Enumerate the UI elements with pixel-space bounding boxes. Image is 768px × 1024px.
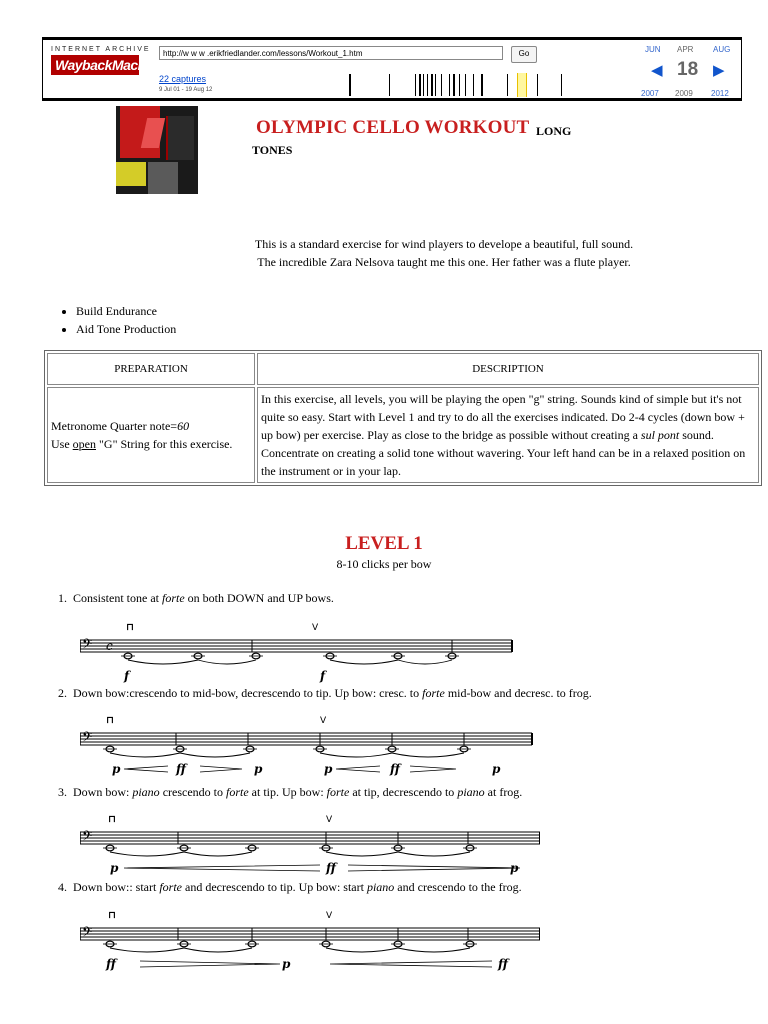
slur (320, 753, 392, 757)
slur (398, 852, 470, 856)
exercise-dynamic: piano (457, 785, 485, 799)
month-current: APR (677, 45, 694, 54)
slur (184, 948, 252, 952)
level-subtitle: 8-10 clicks per bow (336, 557, 432, 571)
dynamic-mark: p (282, 957, 291, 971)
slur (110, 948, 184, 952)
slur (184, 852, 252, 856)
dynamic-mark: f (124, 669, 130, 683)
year-current: 2009 (675, 89, 693, 98)
dynamic-mark: p (110, 861, 119, 875)
go-button[interactable]: Go (511, 46, 537, 63)
dynamic-mark: p (510, 861, 519, 875)
exercise-dynamic: forte (422, 686, 445, 700)
slur (398, 948, 470, 952)
capture-tick (427, 74, 428, 96)
month-next[interactable]: AUG (713, 45, 731, 54)
exercise-text: Down bow:crescendo to mid-bow, decrescendo to tip. Up bow: cresc. to (73, 686, 423, 700)
month-prev[interactable]: JUN (645, 45, 661, 54)
exercise-dynamic: forte (326, 785, 350, 799)
level-title: LEVEL 1 (345, 533, 423, 554)
bass-clef-icon: 𝄢 (82, 729, 93, 748)
list-item: • Build Endurance (76, 302, 176, 320)
wayback-toolbar (42, 37, 742, 101)
slur (398, 660, 452, 664)
header-description: DESCRIPTION (257, 353, 759, 385)
capture-tick (419, 74, 421, 96)
up-bow-icon: V (320, 716, 327, 726)
exercise-number: 2. (58, 686, 73, 700)
slur (110, 753, 180, 757)
intro-text: This is a standard exercise for wind players to develope a beautiful, full sound. The incredible Zara Nelsova taught me this one. Her father was a flute player. (254, 237, 634, 269)
capture-sparkline[interactable] (349, 74, 623, 96)
capture-tick (389, 74, 390, 96)
string-label-post: "G" String for this exercise. (96, 437, 233, 451)
staff-exercise-3 (80, 812, 540, 882)
dynamic-mark: ff (106, 957, 116, 971)
decrescendo-hairpin (140, 961, 280, 967)
exercise-2 (58, 686, 592, 701)
exercise-dynamic: piano (132, 785, 160, 799)
exercise-dynamic: forte (226, 785, 249, 799)
staff-exercise-4 (80, 908, 540, 978)
captures-link[interactable]: 22 captures (159, 74, 207, 84)
exercise-dynamic: piano (366, 880, 395, 894)
dynamic-mark: ff (390, 762, 400, 776)
staff-exercise-1 (80, 620, 540, 690)
up-bow-icon: V (326, 911, 333, 921)
capture-tick (449, 74, 450, 96)
year-next[interactable]: 2012 (711, 89, 729, 98)
slur (110, 852, 184, 856)
dynamic-mark: p (254, 762, 263, 776)
prev-capture-arrow-icon[interactable]: ◀ (651, 62, 663, 79)
exercise-4 (58, 880, 522, 895)
year-prev[interactable]: 2007 (641, 89, 659, 98)
capture-tick (481, 74, 483, 96)
capture-tick (473, 74, 474, 96)
bass-clef-icon: 𝄢 (82, 924, 93, 943)
metronome-label: Metronome Quarter note= (51, 419, 178, 433)
capture-tick (423, 74, 424, 96)
down-bow-icon: ⊓ (106, 715, 114, 726)
exercise-dynamic: forte (159, 880, 182, 894)
capture-tick (507, 74, 508, 96)
logo-internet-archive: INTERNET ARCHIVE (51, 46, 151, 53)
exercise-text: on both DOWN and UP bows. (184, 591, 334, 605)
capture-tick (465, 74, 466, 96)
dynamic-mark: p (492, 762, 501, 776)
exercise-number: 3. (58, 785, 73, 799)
capture-tick (453, 74, 455, 96)
page-title: OLYMPIC CELLO WORKOUT (256, 117, 530, 138)
exercise-text: Down bow:: start (73, 880, 160, 894)
dynamic-mark: p (112, 762, 121, 776)
dynamic-mark: f (320, 669, 326, 683)
capture-tick (537, 74, 538, 96)
exercise-text: mid-bow and decresc. to frog. (444, 686, 592, 700)
slur (128, 660, 198, 664)
slur (330, 660, 398, 664)
up-bow-icon: V (312, 623, 319, 633)
decrescendo-hairpin (200, 766, 242, 772)
crescendo-hairpin (330, 961, 492, 967)
down-bow-icon: ⊓ (108, 814, 116, 825)
capture-tick (435, 74, 436, 96)
crescendo-hairpin (124, 766, 168, 772)
dynamic-mark: p (324, 762, 333, 776)
dynamic-mark: ff (498, 957, 508, 971)
next-capture-arrow-icon[interactable]: ▶ (713, 62, 725, 79)
exercise-text: Down bow: (73, 785, 133, 799)
description-cell (257, 387, 759, 483)
preparation-cell (47, 387, 255, 483)
goal-list (58, 302, 176, 338)
header-image (116, 106, 198, 194)
bass-clef-icon: 𝄢 (82, 636, 93, 655)
exercise-text: at frog. (484, 785, 523, 799)
staff-exercise-2 (80, 713, 540, 783)
url-input[interactable]: http://w w w .erikfriedlander.com/lessons/Workout_1.htm (159, 46, 503, 60)
bass-clef-icon: 𝄢 (82, 828, 93, 847)
description-text-2: sound. Concentrate on creating a solid tone without wavering. Your left hand can be in a relaxed position on the instrument or in your lap. (261, 428, 746, 478)
decrescendo-hairpin (348, 865, 520, 871)
dynamic-mark: ff (176, 762, 186, 776)
preparation-table (44, 350, 762, 486)
exercise-text: and decrescendo to tip. Up bow: start (182, 880, 367, 894)
slur (198, 660, 256, 664)
metronome-value: 60 (177, 419, 190, 433)
exercise-1 (58, 591, 334, 606)
crescendo-hairpin (336, 766, 380, 772)
capture-tick (561, 74, 562, 96)
capture-day: 18 (677, 59, 699, 80)
capture-tick (441, 74, 442, 96)
exercise-number: 1. (58, 591, 73, 605)
capture-tick (431, 74, 433, 96)
exercise-3 (58, 785, 522, 800)
page-title-suffix: LONG (536, 124, 572, 138)
capture-tick (415, 74, 416, 96)
string-label-pre: Use (51, 437, 73, 451)
exercise-text: and crescendo to the frog. (394, 880, 522, 894)
description-italic: sul pont (640, 428, 680, 442)
exercise-text: at tip. Up bow: (248, 785, 327, 799)
slur (392, 753, 464, 757)
exercise-text: crescendo to (159, 785, 226, 799)
exercise-dynamic: forte (162, 591, 185, 605)
slur (326, 948, 398, 952)
decrescendo-hairpin (410, 766, 456, 772)
header-preparation: PREPARATION (47, 353, 255, 385)
crescendo-hairpin (124, 865, 320, 871)
logo-wayback-machine: WaybackMachine (51, 55, 139, 75)
wayback-logo[interactable] (51, 46, 165, 96)
page-title-suffix-2: TONES (252, 143, 293, 157)
exercise-number: 4. (58, 880, 73, 894)
down-bow-icon: ⊓ (126, 622, 134, 633)
open-link[interactable]: open (72, 437, 96, 451)
exercise-text: Consistent tone at (73, 591, 162, 605)
down-bow-icon: ⊓ (108, 910, 116, 921)
dynamic-mark: ff (326, 861, 336, 875)
slur (326, 852, 398, 856)
slur (180, 753, 250, 757)
exercise-text: at tip, decrescendo to (349, 785, 458, 799)
description-text: In this exercise, all levels, you will be playing the open "g" string. Sounds kind of simple but it's not quite so easy. Start with Level 1 and try to do all the exercises indicated. Do 2-4 cycles (down bow + up bow) per exercise. Play as close to the bridge as possible without creating a (261, 392, 745, 442)
capture-tick (459, 74, 460, 96)
capture-tick (349, 74, 351, 96)
list-item: • Aid Tone Production (76, 320, 176, 338)
time-signature: c (106, 639, 113, 653)
up-bow-icon: V (326, 815, 333, 825)
capture-range: 9 Jul 01 - 19 Aug 12 (159, 87, 213, 93)
